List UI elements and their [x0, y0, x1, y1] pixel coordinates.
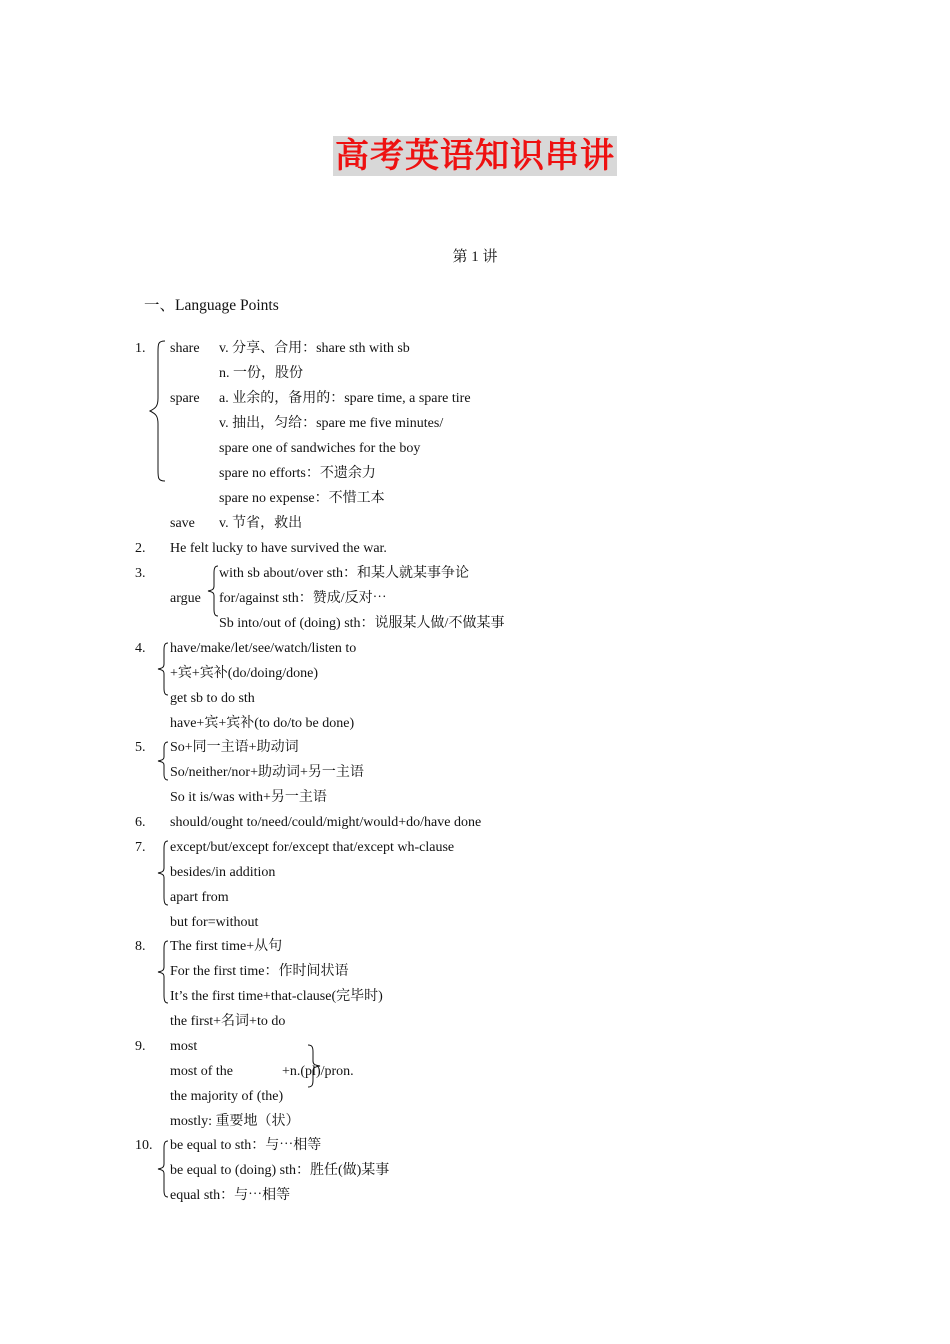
point-line: have+宾+宾补(to do/to be done): [170, 716, 355, 731]
left-brace: [156, 840, 170, 906]
point-number: 3.: [135, 566, 146, 581]
keyword-argue: argue: [170, 591, 201, 606]
keyword-spare: spare: [170, 391, 200, 406]
keyword-save: save: [170, 516, 195, 531]
point-line: He felt lucky to have survived the war.: [170, 541, 387, 556]
point-line: equal sth：与⋯相等: [170, 1188, 291, 1203]
right-brace: [306, 1044, 324, 1088]
point-line: but for=without: [170, 915, 259, 930]
point-number: 1.: [135, 341, 146, 356]
point-line: most of the: [170, 1064, 233, 1079]
point-number: 8.: [135, 939, 146, 954]
point-line: most: [170, 1039, 198, 1054]
point-line: get sb to do sth: [170, 691, 255, 706]
definition-line: n. 一份，股份: [219, 366, 303, 381]
left-brace: [156, 1140, 170, 1198]
point-line: So+同一主语+助动词: [170, 740, 299, 755]
point-number: 9.: [135, 1039, 146, 1054]
left-brace: [156, 940, 170, 1004]
point-number: 6.: [135, 815, 146, 830]
definition-line: v. 节省，救出: [219, 516, 303, 531]
lecture-number: 第 1 讲: [452, 249, 498, 265]
definition-line: spare no efforts：不遗余力: [219, 466, 376, 481]
point-line: It’s the first time+that-clause(完毕时): [170, 989, 383, 1004]
left-brace: [148, 340, 168, 482]
point-line: For the first time：作时间状语: [170, 964, 349, 979]
point-number: 2.: [135, 541, 146, 556]
definition-line: spare no expense：不惜工本: [219, 491, 385, 506]
section-heading: 一、Language Points: [144, 297, 279, 314]
point-line: should/ought to/need/could/might/would+do/have done: [170, 815, 482, 830]
title-text: 高考英语知识串讲: [335, 136, 615, 176]
point-number: 5.: [135, 740, 146, 755]
point-line: the majority of (the): [170, 1089, 284, 1104]
point-line: the first+名词+to do: [170, 1014, 286, 1029]
point-line: mostly: 重要地（状）: [170, 1114, 300, 1129]
usage-line: with sb about/over sth：和某人就某事争论: [219, 566, 470, 581]
keyword-share: share: [170, 341, 200, 356]
point-line: +宾+宾补(do/doing/done): [170, 666, 318, 681]
point-line-suffix: +n.(pl)/pron.: [282, 1064, 354, 1079]
usage-line: for/against sth：赞成/反对⋯: [219, 591, 387, 606]
point-number: 10.: [135, 1138, 153, 1153]
definition-line: v. 抽出，匀给：spare me five minutes/: [219, 416, 444, 431]
left-brace: [206, 565, 220, 617]
left-brace: [156, 741, 170, 781]
point-line: besides/in addition: [170, 865, 276, 880]
definition-line: v. 分享、合用：share sth with sb: [219, 341, 410, 356]
point-line: except/but/except for/except that/except wh-clause: [170, 840, 455, 855]
point-line: The first time+从句: [170, 939, 283, 954]
point-line: So it is/was with+另一主语: [170, 790, 327, 805]
point-number: 4.: [135, 641, 146, 656]
point-number: 7.: [135, 840, 146, 855]
point-line: apart from: [170, 890, 229, 905]
point-line: be equal to sth：与⋯相等: [170, 1138, 322, 1153]
definition-line: spare one of sandwiches for the boy: [219, 441, 421, 456]
point-line: be equal to (doing) sth：胜任(做)某事: [170, 1163, 390, 1178]
definition-line: a. 业余的，备用的：spare time, a spare tire: [219, 391, 471, 406]
left-brace: [156, 642, 170, 696]
point-line: have/make/let/see/watch/listen to: [170, 641, 357, 656]
document-title: [0, 128, 950, 177]
point-line: So/neither/nor+助动词+另一主语: [170, 765, 364, 780]
usage-line: Sb into/out of (doing) sth：说服某人做/不做某事: [219, 616, 505, 631]
